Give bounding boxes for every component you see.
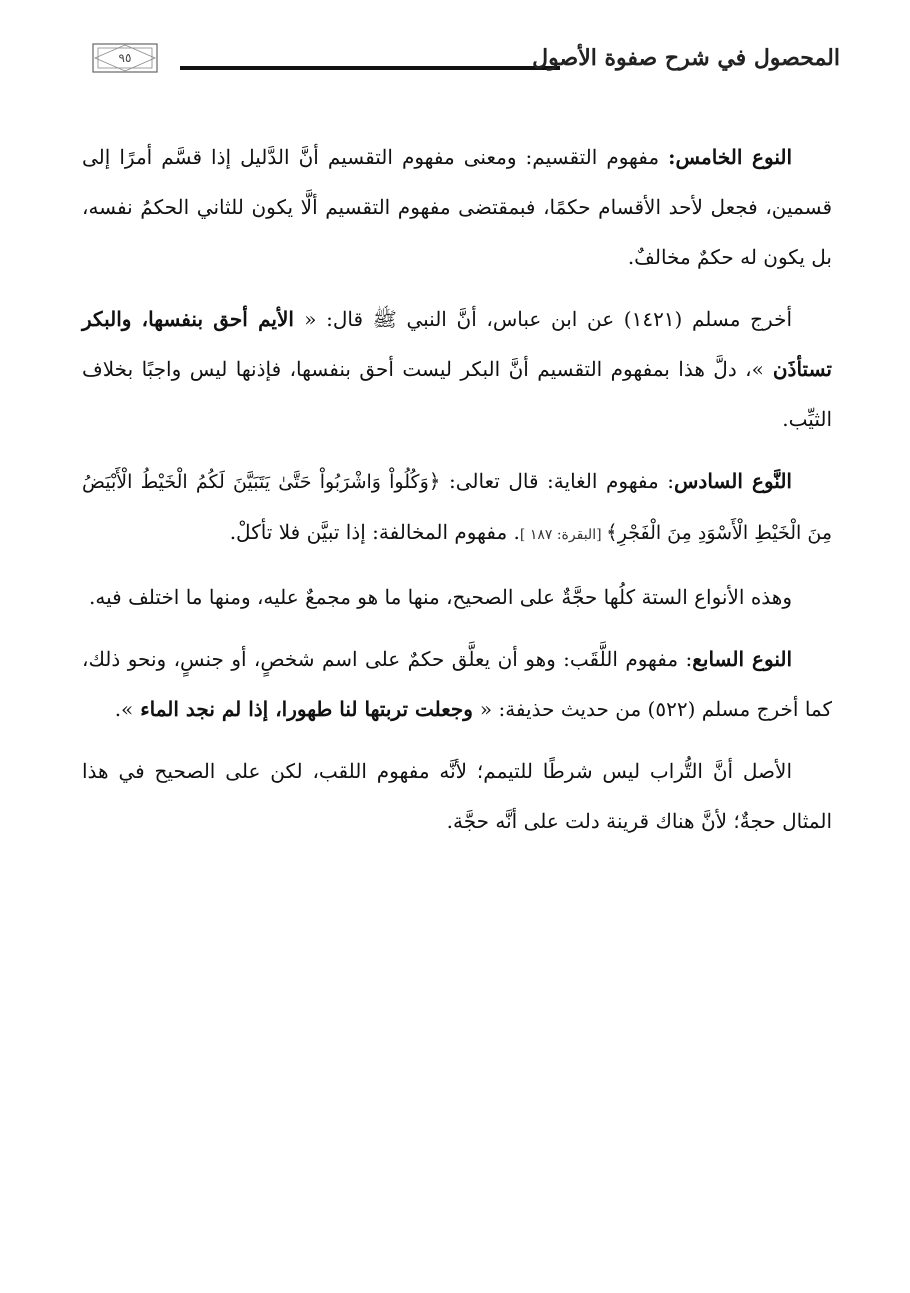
hadith-text: وجعلت تربتها لنا طهورا، إذا لم نجد الماء — [133, 697, 480, 721]
paragraph-type-six — [82, 456, 832, 560]
paragraph-text: »، دلَّ هذا بمفهوم التقسيم أنَّ البكر ليست أحق بنفسها، فإذنها ليس واجبًا بخلاف الثيِّب. — [82, 357, 832, 431]
paragraph-text: وهذه الأنواع الستة كلُها حجَّةٌ على الصحيح، منها ما هو مجمعٌ عليه، ومنها ما اختلف فيه. — [89, 585, 792, 609]
verse-reference: [البقرة: ١٨٧ ] — [519, 527, 606, 543]
book-title: المحصول في شرح صفوة الأصول — [532, 45, 840, 71]
page-body — [82, 132, 832, 858]
paragraph-conclusion — [82, 746, 832, 846]
page-number-badge — [92, 43, 158, 73]
verse-close: ﴾ — [606, 520, 618, 544]
paragraph-six-types-summary — [82, 572, 832, 622]
page-number: ٩٥ — [118, 51, 132, 65]
page-header — [92, 38, 840, 84]
paragraph-text: : مفهوم اللَّقَب: وهو أن يعلَّق حكمٌ على اسم شخصٍ، أو جنسٍ، ونحو ذلك، كما أخرج مسلم (٥٢٢) من حديث حذيفة: « — [82, 647, 832, 721]
paragraph-text: الأصل أنَّ التُّراب ليس شرطًا للتيمم؛ لأنَّه مفهوم اللقب، لكن على الصحيح في هذا المثال حجةٌ؛ لأنَّ هناك قرينة دلت على أنَّه حجَّة. — [82, 759, 832, 833]
quran-verse: وَكُلُواْ وَاشْرَبُواْ حَتَّىٰ يَتَبَيَّنَ لَكُمُ الْخَيْطُ الْأَبْيَضُ مِنَ الْخَيْطِ الْأَسْوَدِ مِنَ الْفَجْرِ — [82, 471, 832, 544]
paragraph-type-five — [82, 132, 832, 282]
paragraph-text: ». — [114, 697, 134, 721]
paragraph-text: . مفهوم المخالفة: إذا تبيَّن فلا تأكلْ. — [229, 520, 520, 544]
hadith-text: الأيم أحق بنفسها، والبكر تستأذَن — [82, 307, 833, 381]
heading-type-six: النَّوع السادس — [674, 469, 792, 493]
paragraph-text: أخرج مسلم (١٤٢١) عن ابن عباس، أنَّ النبي ﷺ قال: « — [304, 307, 792, 331]
paragraph-text: : مفهوم الغاية: قال تعالى: ﴿ — [428, 469, 674, 493]
header-rule — [180, 66, 560, 70]
heading-type-five: النوع الخامس: — [668, 145, 792, 169]
paragraph-text: مفهوم التقسيم: ومعنى مفهوم التقسيم أنَّ الدَّليل إذا قسَّم أمرًا إلى قسمين، فجعل لأحد الأقسام حكمًا، فبمقتضى مفهوم التقسيم ألَّا يكون للثاني الحكمُ نفسه، بل يكون له حكمٌ مخالفٌ. — [82, 145, 832, 269]
paragraph-hadith-muslim-1421 — [82, 294, 832, 444]
heading-type-seven: النوع السابع — [692, 647, 792, 671]
paragraph-type-seven — [82, 634, 832, 734]
